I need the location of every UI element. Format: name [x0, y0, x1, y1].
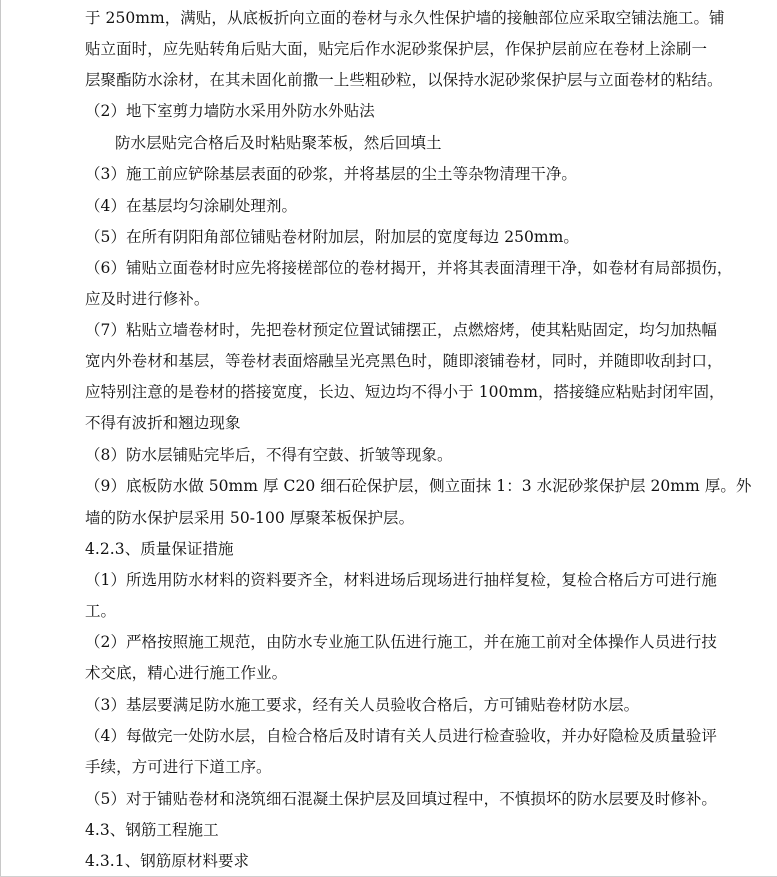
- text-line: （8）防水层铺贴完毕后，不得有空鼓、折皱等现象。: [85, 446, 453, 464]
- text-line: （3）施工前应铲除基层表面的砂浆，并将基层的尘土等杂物清理干净。: [85, 165, 577, 183]
- text-line: 应特别注意的是卷材的搭接宽度，长边、短边均不得小于 100mm，搭接缝应粘贴封闭牢固，: [85, 383, 725, 401]
- text-line: （5）对于铺贴卷材和浇筑细石混凝土保护层及回填过程中，不慎损坏的防水层要及时修补。: [85, 790, 717, 808]
- text-line: （3）基层要满足防水施工要求，经有关人员验收合格后，方可铺贴卷材防水层。: [85, 696, 640, 714]
- text-line: 手续，方可进行下道工序。: [85, 758, 272, 776]
- text-line: （2）地下室剪力墙防水采用外防水外贴法: [85, 102, 375, 120]
- text-line: 贴立面时，应先贴转角后贴大面，贴完后作水泥砂浆保护层，作保护层前应在卷材上涂刷一: [85, 40, 708, 58]
- text-line: 宽内外卷材和基层，等卷材表面熔融呈光亮黑色时，随即滚铺卷材，同时，并随即收刮封口，: [85, 352, 723, 370]
- text-line: （2）严格按照施工规范，由防水专业施工队伍进行施工，并在施工前对全体操作人员进行技: [85, 633, 717, 651]
- text-line: （9）底板防水做 50mm 厚 C20 细石砼保护层，侧立面抹 1：3 水泥砂浆保护层 20mm 厚。外: [85, 477, 752, 495]
- text-line: （4）每做完一处防水层，自检合格后及时请有关人员进行检查验收，并办好隐检及质量验评: [85, 727, 717, 745]
- text-line: （7）粘贴立墙卷材时，先把卷材预定位置试铺摆正，点燃熔烤，使其粘贴固定，均匀加热幅: [85, 321, 717, 339]
- text-line: 于 250mm，满贴，从底板折向立面的卷材与永久性保护墙的接触部位应采取空铺法施工。铺: [85, 9, 725, 27]
- text-line: 工。: [85, 602, 117, 620]
- page-left-edge: [0, 0, 1, 877]
- text-line: 术交底，精心进行施工作业。: [85, 664, 288, 682]
- text-line: 不得有波折和翘边现象: [85, 414, 241, 432]
- section-heading: 4.2.3、质量保证措施: [85, 540, 234, 558]
- section-heading: 4.3、钢筋工程施工: [85, 821, 219, 839]
- text-line: （5）在所有阴阳角部位铺贴卷材附加层，附加层的宽度每边 250mm。: [85, 228, 579, 246]
- text-line: （4）在基层均匀涂刷处理剂。: [85, 197, 298, 215]
- text-line: 层聚酯防水涂材，在其未固化前撒一上些粗砂粒，以保持水泥砂浆保护层与立面卷材的粘结。: [85, 71, 723, 89]
- text-line: （6）铺贴立面卷材时应先将接槎部位的卷材揭开，并将其表面清理干净，如卷材有局部损伤，: [85, 259, 733, 277]
- text-line: 应及时进行修补。: [85, 290, 210, 308]
- text-line: 防水层贴完合格后及时粘贴聚苯板，然后回填土: [115, 134, 442, 152]
- section-heading: 4.3.1、钢筋原材料要求: [85, 852, 250, 870]
- text-line: 墙的防水保护层采用 50-100 厚聚苯板保护层。: [85, 509, 415, 527]
- text-line: （1）所选用防水材料的资料要齐全，材料进场后现场进行抽样复检，复检合格后方可进行施: [85, 571, 717, 589]
